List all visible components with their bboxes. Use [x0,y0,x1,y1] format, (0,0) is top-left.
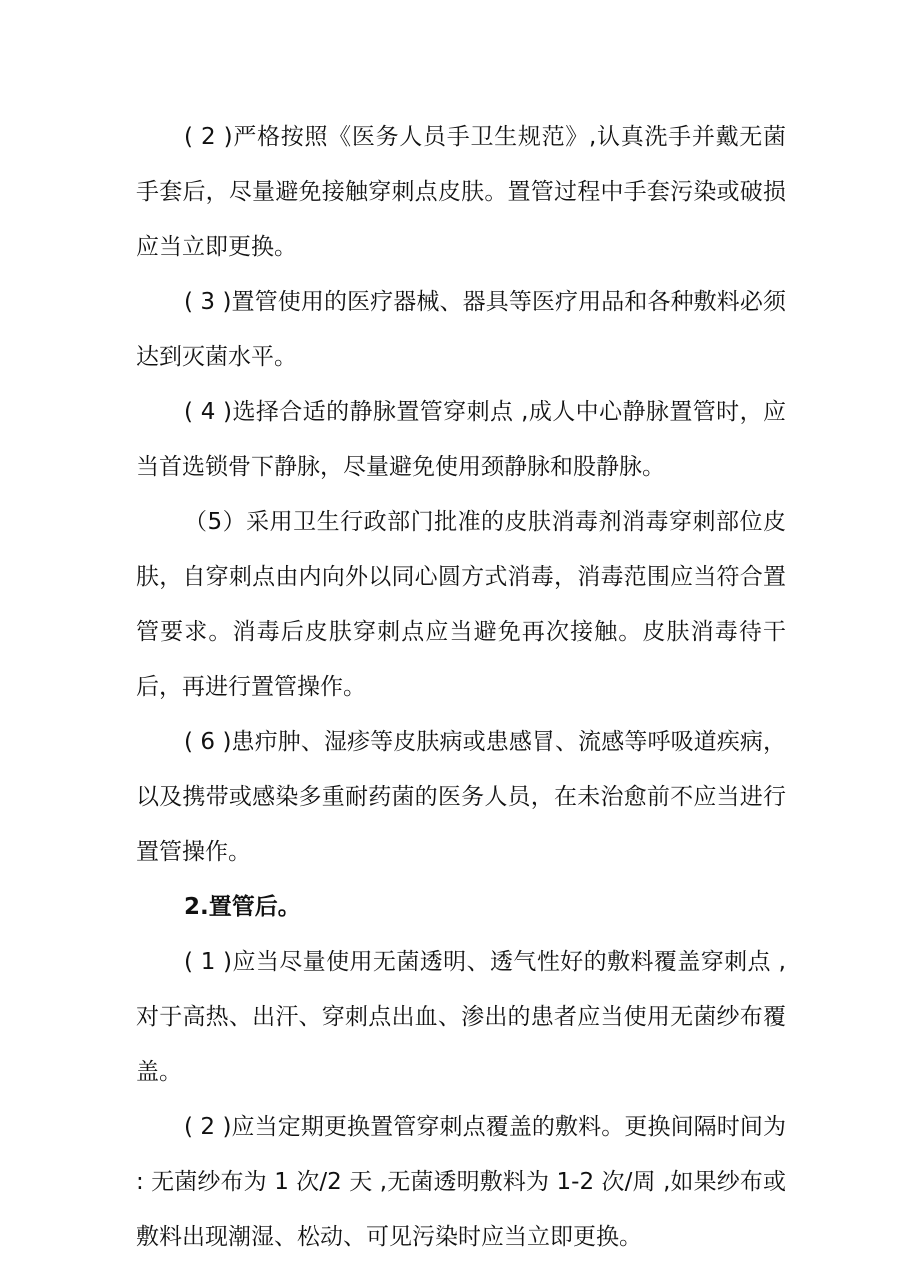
paragraph-after-2-dressing-change: ( 2 )应当定期更换置管穿刺点覆盖的敷料。更换间隔时间为 : 无菌纱布为 1 次/2 天 ,无菌透明敷料为 1-2 次/周 ,如果纱布或敷料出现潮湿、松动、可见污染时应当立即更换。 [136,1114,786,1250]
paragraph-after-1-dressing: ( 1 )应当尽量使用无菌透明、透气性好的敷料覆盖穿刺点 ,对于高热、出汗、穿刺点出血、渗出的患者应当使用无菌纱布覆盖。 [136,949,786,1085]
paragraph-item-3-sterile-supplies: ( 3 )置管使用的医疗器械、器具等医疗用品和各种敷料必须达到灭菌水平。 [136,289,786,370]
paragraph-item-4-puncture-site: ( 4 )选择合适的静脉置管穿刺点 ,成人中心静脉置管时，应当首选锁骨下静脉，尽量避免使用颈静脉和股静脉。 [136,399,786,480]
paragraph-item-2-hand-hygiene: ( 2 )严格按照《医务人员手卫生规范》,认真洗手并戴无菌手套后，尽量避免接触穿刺点皮肤。置管过程中手套污染或破损应当立即更换。 [136,124,786,260]
document-body [136,110,786,1265]
paragraph-item-6-staff-illness: ( 6 )患疖肿、湿疹等皮肤病或患感冒、流感等呼吸道疾病，以及携带或感染多重耐药菌的医务人员，在未治愈前不应当进行置管操作。 [136,729,786,865]
paragraph-item-5-skin-disinfection: （5）采用卫生行政部门批准的皮肤消毒剂消毒穿刺部位皮肤，自穿刺点由内向外以同心圆方式消毒，消毒范围应当符合置管要求。消毒后皮肤穿刺点应当避免再次接触。皮肤消毒待干后，再进行置管操作。 [136,509,786,700]
section-heading: 2.置管后。 [184,894,301,920]
